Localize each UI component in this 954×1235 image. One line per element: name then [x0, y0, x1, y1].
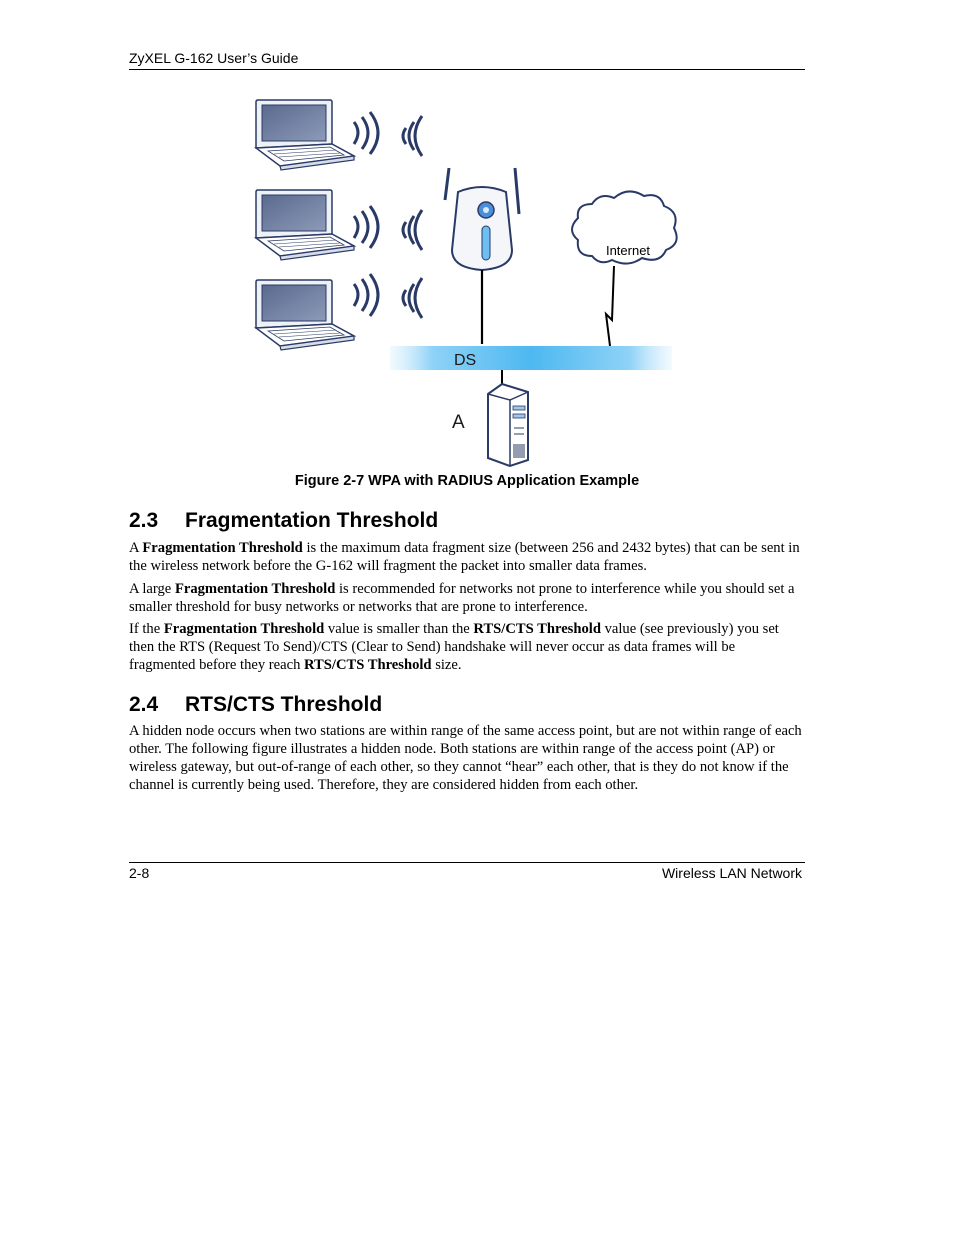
wireless-waves-icon-2 — [354, 206, 422, 250]
bold-term: RTS/CTS Threshold — [304, 657, 432, 673]
bold-term: Fragmentation Threshold — [142, 540, 303, 556]
paragraph — [129, 580, 805, 616]
laptop-icon-3 — [256, 280, 354, 350]
internet-cloud-icon — [572, 191, 677, 346]
page-number: 2-8 — [129, 865, 150, 881]
chapter-title: Wireless LAN Network — [661, 865, 802, 881]
section-title: Fragmentation Threshold — [185, 509, 439, 532]
paragraph: A hidden node occurs when two stations are within range of the same access point, but are not within range of each other. The following figure illustrates a hidden node. Both stations are within range of the access point (AP) or wireless gateway, but out-of-range of each other, so they cannot “hear” each other, that is they do not know if the channel is currently being used. Therefore, they are considered hidden from each other. — [129, 723, 802, 793]
ds-label: DS — [454, 352, 477, 369]
text-run: is recommended for networks not prone to interference while you should set a smaller threshold for busy networks or networks that are prone to interference. — [129, 581, 795, 615]
text-run: value is smaller than the — [324, 621, 474, 637]
section-number: 2.3 — [129, 509, 159, 532]
figure-caption: Figure 2-7 WPA with RADIUS Application Example — [294, 473, 640, 489]
paragraph — [129, 620, 805, 674]
text-run: If the — [129, 621, 164, 637]
bold-term: Fragmentation Threshold — [174, 581, 336, 597]
paragraph — [129, 539, 805, 575]
text-run: A — [129, 540, 143, 556]
ds-bus — [390, 346, 672, 370]
text-run: is the maximum data fragment size (between 256 and 2432 bytes) that can be sent in the wireless network before the G-162 will fragment the packet into smaller data frames. — [129, 540, 800, 574]
text-run: size. — [431, 657, 462, 673]
page-header — [129, 49, 805, 70]
laptop-icon-1 — [256, 100, 354, 170]
cloud-label: Internet — [605, 243, 651, 258]
section-heading-2-3 — [129, 509, 438, 533]
text-run: A large — [129, 581, 175, 597]
server-label: A — [452, 412, 465, 433]
section-heading-2-4 — [129, 693, 382, 717]
section-title: RTS/CTS Threshold — [185, 693, 383, 716]
radius-server-icon — [452, 370, 528, 466]
laptop-icon-2 — [256, 190, 354, 260]
bold-term: Fragmentation Threshold — [163, 621, 325, 637]
wireless-waves-icon-3 — [354, 274, 422, 318]
header-title: ZyXEL G-162 User’s Guide — [129, 50, 299, 66]
section-number: 2.4 — [129, 693, 159, 716]
access-point-icon — [445, 168, 519, 344]
text-run: value (see previously) you set then the RTS (Request To Send)/CTS (Clear to Send) handshake will never occur as data frames will be fragmented before they reach — [129, 621, 779, 673]
wireless-waves-icon-1 — [354, 112, 422, 156]
page-footer — [129, 862, 805, 885]
bold-term: RTS/CTS Threshold — [473, 621, 601, 637]
wpa-radius-diagram — [240, 88, 680, 468]
